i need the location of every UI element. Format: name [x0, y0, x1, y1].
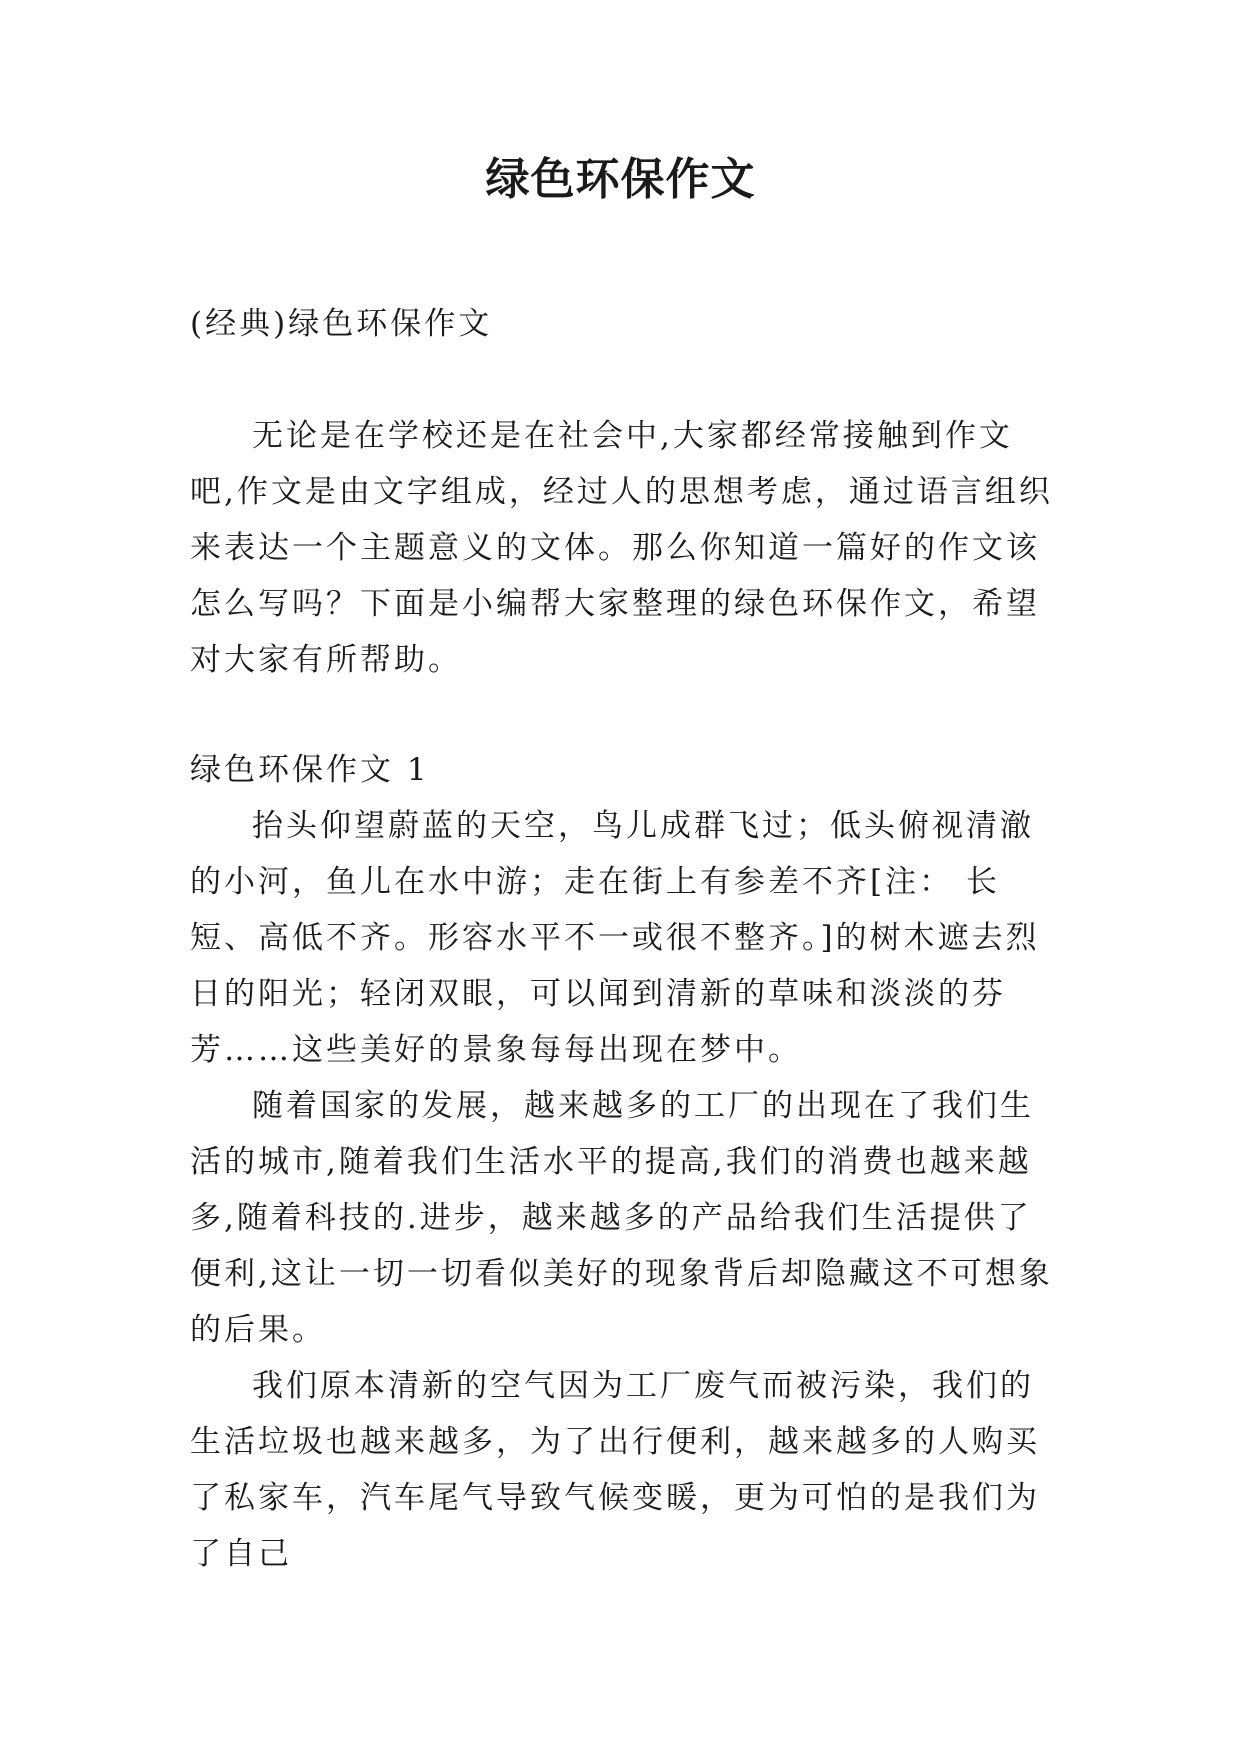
document-body — [190, 296, 1055, 1582]
body-paragraph: 我们原本清新的空气因为工厂废气而被污染，我们的生活垃圾也越来越多，为了出行便利，越来越多的人购买了私家车，汽车尾气导致气候变暖，更为可怕的是我们为了自己 — [190, 1368, 1040, 1572]
document-subtitle: (经典)绿色环保作文 — [190, 306, 493, 342]
body-paragraph: 抬头仰望蔚蓝的天空，鸟儿成群飞过；低头俯视清澈的小河，鱼儿在水中游；走在街上有参差不齐[注： 长短、高低不齐。形容水平不一或很不整齐。]的树木遮去烈日的阳光；轻闭双眼，可以闻到清新的草味和淡淡的芬芳……这些美好的景象每每出现在梦中。 — [190, 808, 1040, 1068]
document-title: 绿色环保作文 — [485, 154, 756, 205]
intro-paragraph: 无论是在学校还是在社会中,大家都经常接触到作文吧,作文是由文字组成，经过人的思想考虑，通过语言组织来表达一个主题意义的文体。那么你知道一篇好的作文该怎么写吗？下面是小编帮大家整理的绿色环保作文，希望对大家有所帮助。 — [190, 418, 1053, 678]
body-paragraph: 随着国家的发展，越来越多的工厂的出现在了我们生活的城市,随着我们生活水平的提高,我们的消费也越来越多,随着科技的.进步，越来越多的产品给我们生活提供了便利,这让一切一切看似美好的现象背后却隐藏这不可想象的后果。 — [190, 1088, 1053, 1348]
section-heading: 绿色环保作文 1 — [190, 752, 430, 788]
